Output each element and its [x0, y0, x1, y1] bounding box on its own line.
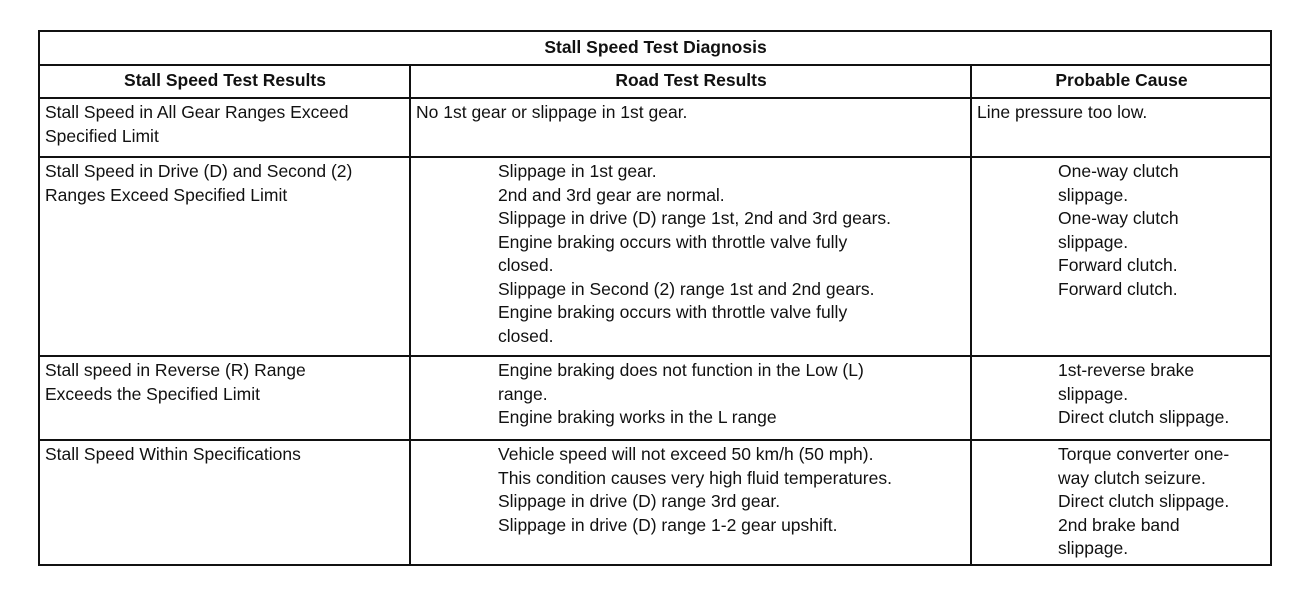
table-title: Stall Speed Test Diagnosis [39, 31, 1271, 65]
road-result-line: Slippage in Second (2) range 1st and 2nd gears. [498, 278, 875, 299]
table-row [39, 356, 1271, 440]
road-result-line: Engine braking works in the L range [498, 407, 777, 427]
stall-result-line: Exceeds the Specified Limit [45, 383, 260, 404]
probable-cause-line: Forward clutch. [1058, 255, 1178, 275]
table-header-row [39, 65, 1271, 98]
table-row [39, 98, 1271, 157]
road-result-line: range. [498, 383, 548, 404]
road-result-cell [410, 356, 971, 440]
road-result-line: Engine braking does not function in the Low (L) [498, 360, 864, 380]
probable-cause-cell [971, 157, 1271, 356]
column-header-stall-speed-results: Stall Speed Test Results [39, 65, 410, 98]
probable-cause-line: way clutch seizure. [1058, 467, 1206, 488]
stall-result-cell [39, 440, 410, 565]
probable-cause-cell [971, 98, 1271, 157]
table-title-row [39, 31, 1271, 65]
probable-cause-line: Direct clutch slippage. [1058, 491, 1230, 511]
table-row [39, 440, 1271, 565]
probable-cause-cell [971, 440, 1271, 565]
road-result-line: Slippage in drive (D) range 3rd gear. [498, 491, 781, 511]
probable-cause-line: One-way clutch [1058, 208, 1179, 228]
road-result-line: Slippage in drive (D) range 1-2 gear upshift. [498, 514, 838, 535]
probable-cause-line: Torque converter one- [1058, 444, 1230, 464]
column-header-road-test-results: Road Test Results [410, 65, 971, 98]
probable-cause-line: Line pressure too low. [977, 102, 1148, 122]
probable-cause-line: 1st-reverse brake [1058, 360, 1195, 380]
table-row [39, 157, 1271, 356]
road-result-line: closed. [498, 255, 554, 275]
road-result-line: This condition causes very high fluid temperatures. [498, 467, 892, 488]
stall-result-cell [39, 356, 410, 440]
road-result-cell [410, 440, 971, 565]
road-result-line: 2nd and 3rd gear are normal. [498, 184, 725, 205]
probable-cause-line: slippage. [1058, 383, 1129, 404]
stall-result-cell [39, 98, 410, 157]
probable-cause-line: slippage. [1058, 184, 1129, 205]
stall-result-line: Stall speed in Reverse (R) Range [45, 360, 306, 380]
road-result-line: Engine braking occurs with throttle valve fully [498, 302, 848, 322]
road-result-line: Vehicle speed will not exceed 50 km/h (50 mph). [498, 444, 874, 464]
probable-cause-line: 2nd brake band [1058, 514, 1180, 535]
road-result-cell [410, 98, 971, 157]
road-result-line: closed. [498, 325, 554, 346]
road-result-line: Slippage in 1st gear. [498, 161, 657, 181]
probable-cause-line: Forward clutch. [1058, 278, 1178, 299]
stall-result-cell [39, 157, 410, 356]
probable-cause-line: One-way clutch [1058, 161, 1179, 181]
road-result-line: Slippage in drive (D) range 1st, 2nd and 3rd gears. [498, 208, 892, 228]
stall-result-line: Ranges Exceed Specified Limit [45, 184, 288, 205]
column-header-probable-cause: Probable Cause [971, 65, 1271, 98]
probable-cause-line: slippage. [1058, 538, 1129, 558]
probable-cause-line: slippage. [1058, 231, 1129, 252]
stall-result-line: Stall Speed Within Specifications [45, 444, 301, 464]
road-result-line: No 1st gear or slippage in 1st gear. [416, 102, 688, 122]
probable-cause-cell [971, 356, 1271, 440]
stall-result-line: Stall Speed in All Gear Ranges Exceed [45, 102, 349, 122]
stall-result-line: Stall Speed in Drive (D) and Second (2) [45, 161, 353, 181]
road-result-line: Engine braking occurs with throttle valve fully [498, 231, 848, 252]
stall-result-line: Specified Limit [45, 125, 159, 146]
probable-cause-line: Direct clutch slippage. [1058, 407, 1230, 427]
road-result-cell [410, 157, 971, 356]
stall-speed-diagnosis-table [38, 30, 1272, 566]
